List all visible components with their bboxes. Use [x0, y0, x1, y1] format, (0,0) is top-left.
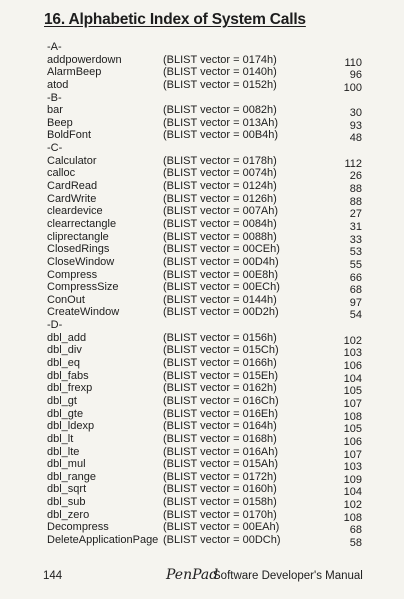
section-heading [0, 319, 404, 332]
index-row [0, 395, 404, 408]
blist-vector: (BLIST vector = 0074h) [163, 167, 277, 180]
call-name: ConOut [47, 293, 85, 306]
call-name: dbl_div [47, 344, 82, 357]
page-reference: 30 [349, 107, 362, 120]
page-reference: 107 [343, 448, 362, 461]
system-call-index [0, 41, 404, 547]
index-row [0, 256, 404, 269]
blist-vector: (BLIST vector = 00EAh) [163, 521, 280, 534]
page-reference: 110 [344, 56, 362, 69]
blist-vector: (BLIST vector = 015Ah) [163, 458, 279, 471]
blist-vector: (BLIST vector = 0160h) [163, 483, 277, 496]
page-footer [0, 568, 404, 588]
page-reference: 103 [343, 347, 362, 360]
blist-vector: (BLIST vector = 0082h) [163, 104, 277, 117]
index-row [0, 458, 404, 474]
blist-vector: (BLIST vector = 0162h) [163, 382, 277, 395]
index-row [0, 370, 404, 383]
blist-vector: (BLIST vector = 0084h) [163, 217, 277, 230]
index-row [0, 117, 404, 130]
page-reference: 105 [343, 423, 362, 436]
page-reference: 106 [343, 360, 362, 373]
page-reference: 66 [349, 271, 362, 284]
index-row [0, 408, 404, 421]
section-heading [0, 142, 404, 155]
call-name: CardWrite [47, 192, 97, 205]
blist-vector: (BLIST vector = 0124h) [163, 180, 277, 193]
page-reference: 96 [349, 69, 362, 82]
blist-vector: (BLIST vector = 0164h) [163, 420, 277, 433]
call-name: Decompress [47, 521, 109, 534]
index-row [0, 129, 404, 145]
page-reference: 53 [349, 246, 362, 259]
page-reference: 112 [344, 157, 362, 170]
index-row [0, 521, 404, 537]
blist-vector: (BLIST vector = 016Ah) [163, 445, 279, 458]
page-reference: 55 [349, 258, 362, 271]
blist-vector: (BLIST vector = 016Ch) [163, 394, 279, 407]
blist-vector: (BLIST vector = 0140h) [163, 66, 277, 79]
call-name: dbl_eq [47, 357, 81, 370]
page-reference: 104 [343, 372, 362, 385]
index-row [0, 205, 404, 221]
call-name: CreateWindow [47, 306, 120, 319]
index-row [0, 167, 404, 183]
page-reference: 26 [349, 170, 362, 183]
index-row [0, 155, 404, 168]
call-name: dbl_gte [47, 407, 84, 420]
blist-vector: (BLIST vector = 0174h) [163, 53, 277, 66]
page-reference: 58 [349, 536, 362, 549]
page-reference: 107 [343, 397, 362, 410]
index-row [0, 357, 404, 373]
index-row [0, 420, 404, 436]
blist-vector: (BLIST vector = 0156h) [163, 331, 277, 344]
page-reference: 54 [349, 309, 362, 322]
page-reference: 97 [349, 296, 362, 309]
section-heading [0, 92, 404, 105]
blist-vector: (BLIST vector = 00DCh) [163, 533, 281, 546]
index-row [0, 231, 404, 244]
section-heading [0, 41, 404, 54]
call-name: dbl_fabs [47, 369, 89, 382]
page-reference: 109 [343, 473, 362, 486]
call-name: ClosedRings [47, 243, 110, 256]
index-row [0, 509, 404, 522]
index-row [0, 180, 404, 196]
call-name: dbl_sub [47, 496, 86, 509]
page-number: 144 [43, 570, 63, 582]
call-name: Calculator [47, 154, 97, 167]
call-name: cliprectangle [47, 230, 109, 243]
call-name: dbl_lt [47, 432, 74, 445]
index-row [0, 104, 404, 120]
page-reference: 48 [349, 132, 362, 145]
blist-vector: (BLIST vector = 0168h) [163, 432, 277, 445]
call-name: dbl_gt [47, 394, 77, 407]
call-name: addpowerdown [47, 53, 122, 66]
call-name: CompressSize [47, 281, 119, 294]
penpad-logo: PenPad [166, 567, 219, 583]
call-name: Compress [47, 268, 98, 281]
blist-vector: (BLIST vector = 00D4h) [163, 255, 279, 268]
call-name: dbl_sqrt [47, 483, 87, 496]
call-name: bar [47, 104, 63, 117]
blist-vector: (BLIST vector = 0126h) [163, 192, 277, 205]
index-row [0, 54, 404, 67]
index-row [0, 332, 404, 345]
call-name: CardRead [47, 180, 98, 193]
page-reference: 68 [349, 284, 362, 297]
page-reference: 106 [343, 435, 362, 448]
section-letter: -D- [47, 319, 63, 332]
blist-vector: (BLIST vector = 00E8h) [163, 268, 279, 281]
page-reference: 27 [349, 208, 362, 221]
blist-vector: (BLIST vector = 0152h) [163, 78, 277, 91]
page-title: 16. Alphabetic Index of System Calls [44, 11, 306, 28]
page-reference: 108 [343, 410, 362, 423]
call-name: atod [47, 78, 69, 91]
index-row [0, 382, 404, 398]
call-name: clearrectangle [47, 217, 117, 230]
index-row [0, 534, 404, 547]
index-row [0, 269, 404, 282]
page-reference: 68 [349, 524, 362, 537]
page-reference: 102 [343, 499, 362, 512]
page-reference: 100 [343, 81, 362, 94]
call-name: dbl_zero [47, 508, 90, 521]
page-reference: 104 [343, 486, 362, 499]
page-reference: 88 [349, 183, 362, 196]
call-name: dbl_mul [47, 458, 86, 471]
section-letter: -B- [47, 91, 62, 104]
blist-vector: (BLIST vector = 00B4h) [163, 129, 279, 142]
index-row [0, 66, 404, 82]
page-reference: 103 [343, 461, 362, 474]
index-row [0, 243, 404, 259]
blist-vector: (BLIST vector = 0178h) [163, 154, 277, 167]
index-row [0, 306, 404, 322]
call-name: DeleteApplicationPage [47, 533, 159, 546]
blist-vector: (BLIST vector = 0144h) [163, 293, 277, 306]
page-reference: 108 [343, 511, 362, 524]
page-reference: 31 [349, 220, 362, 233]
call-name: CloseWindow [47, 255, 115, 268]
section-letter: -C- [47, 142, 63, 155]
index-row [0, 218, 404, 231]
index-row [0, 496, 404, 512]
blist-vector: (BLIST vector = 015Eh) [163, 369, 279, 382]
blist-vector: (BLIST vector = 00D2h) [163, 306, 279, 319]
index-row [0, 294, 404, 307]
blist-vector: (BLIST vector = 007Ah) [163, 205, 279, 218]
blist-vector: (BLIST vector = 0170h) [163, 508, 277, 521]
index-row [0, 483, 404, 499]
blist-vector: (BLIST vector = 0088h) [163, 230, 277, 243]
index-row [0, 446, 404, 459]
blist-vector: (BLIST vector = 0158h) [163, 496, 277, 509]
call-name: calloc [47, 167, 76, 180]
blist-vector: (BLIST vector = 015Ch) [163, 344, 279, 357]
index-row [0, 79, 404, 92]
call-name: AlarmBeep [47, 66, 102, 79]
page-reference: 93 [349, 119, 362, 132]
index-row [0, 344, 404, 360]
blist-vector: (BLIST vector = 013Ah) [163, 116, 279, 129]
index-row [0, 433, 404, 446]
blist-vector: (BLIST vector = 00CEh) [163, 243, 280, 256]
blist-vector: (BLIST vector = 0172h) [163, 470, 277, 483]
blist-vector: (BLIST vector = 016Eh) [163, 407, 279, 420]
section-letter: -A- [47, 41, 62, 53]
blist-vector: (BLIST vector = 00ECh) [163, 281, 280, 294]
call-name: cleardevice [47, 205, 103, 218]
index-row [0, 471, 404, 484]
call-name: dbl_ldexp [47, 420, 95, 433]
manual-title: Software Developer's Manual [213, 570, 363, 582]
page-reference: 105 [343, 385, 362, 398]
call-name: dbl_range [47, 470, 96, 483]
call-name: Beep [47, 116, 73, 129]
index-row [0, 193, 404, 206]
page-reference: 102 [343, 334, 362, 347]
call-name: dbl_frexp [47, 382, 93, 395]
call-name: dbl_add [47, 331, 87, 344]
page-reference: 88 [349, 195, 362, 208]
page-reference: 33 [349, 233, 362, 246]
call-name: dbl_lte [47, 445, 80, 458]
call-name: BoldFont [47, 129, 92, 142]
index-row [0, 281, 404, 297]
blist-vector: (BLIST vector = 0166h) [163, 357, 277, 370]
